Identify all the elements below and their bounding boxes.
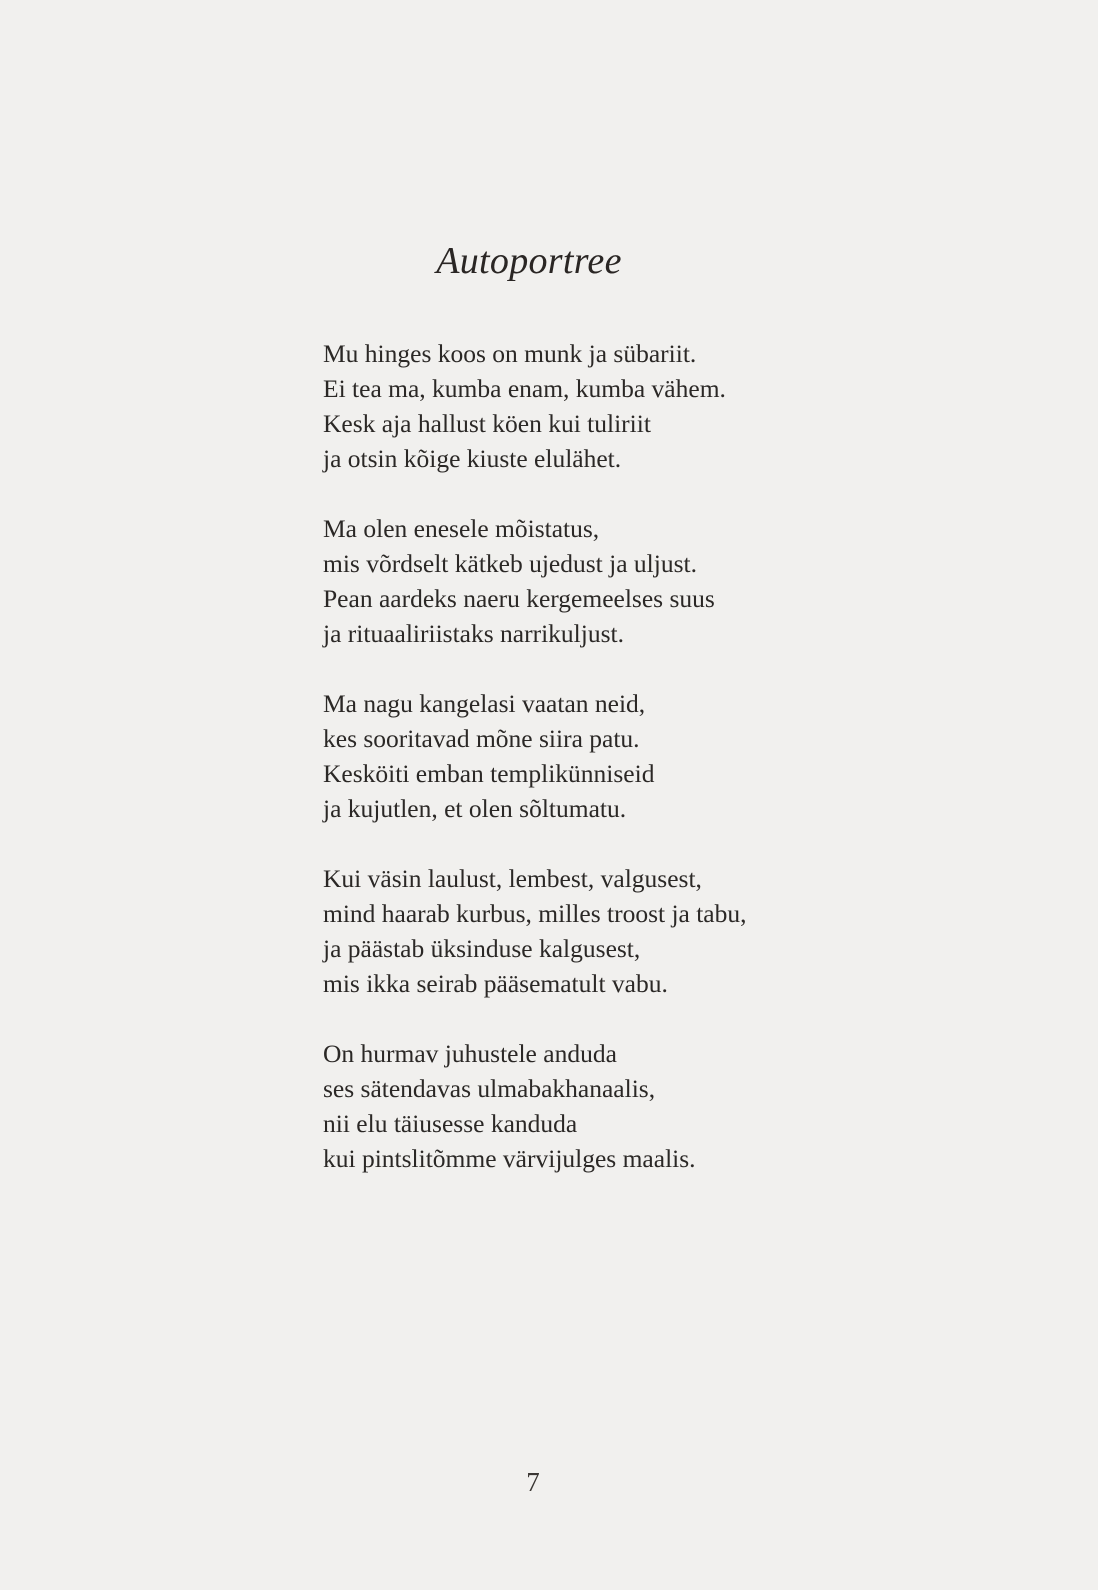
poem-line: kes sooritavad mõne siira patu. [323,724,640,753]
poem-line: ja rituaaliriistaks narrikuljust. [323,619,624,648]
poem-line: nii elu täiusesse kanduda [323,1109,578,1138]
stanza-5 [323,1036,883,1176]
poem-line: ja otsin kõige kiuste elulähet. [323,444,622,473]
poem-line: ses sätendavas ulmabakhanaalis, [323,1074,656,1103]
poem-line: On hurmav juhustele anduda [323,1039,617,1068]
poem-line: mis võrdselt kätkeb ujedust ja uljust. [323,549,697,578]
poem-line: Ma nagu kangelasi vaatan neid, [323,689,646,718]
poem-line: Kesk aja hallust köen kui tuliriit [323,409,651,438]
page-number: 7 [526,1467,540,1497]
poem-line: ja kujutlen, et olen sõltumatu. [323,794,627,823]
stanza-1 [323,336,883,476]
poem-line: Ei tea ma, kumba enam, kumba vähem. [323,374,726,403]
poem-line: kui pintslitõmme värvijulges maalis. [323,1144,696,1173]
stanza-3 [323,686,883,826]
poem-line: Pean aardeks naeru kergemeelses suus [323,584,715,613]
poem-line: Mu hinges koos on munk ja sübariit. [323,339,697,368]
poem-line: mis ikka seirab pääsematult vabu. [323,969,668,998]
stanza-4 [323,861,883,1001]
poem-line: mind haarab kurbus, milles troost ja tabu, [323,899,747,928]
poem-body [323,336,883,1211]
poem-line: Ma olen enesele mõistatus, [323,514,600,543]
poem-line: Kui väsin laulust, lembest, valgusest, [323,864,702,893]
poem-title: Autoportree [436,240,622,282]
poem-line: Kesköiti emban templikünniseid [323,759,655,788]
poem-line: ja päästab üksinduse kalgusest, [323,934,641,963]
stanza-2 [323,511,883,651]
